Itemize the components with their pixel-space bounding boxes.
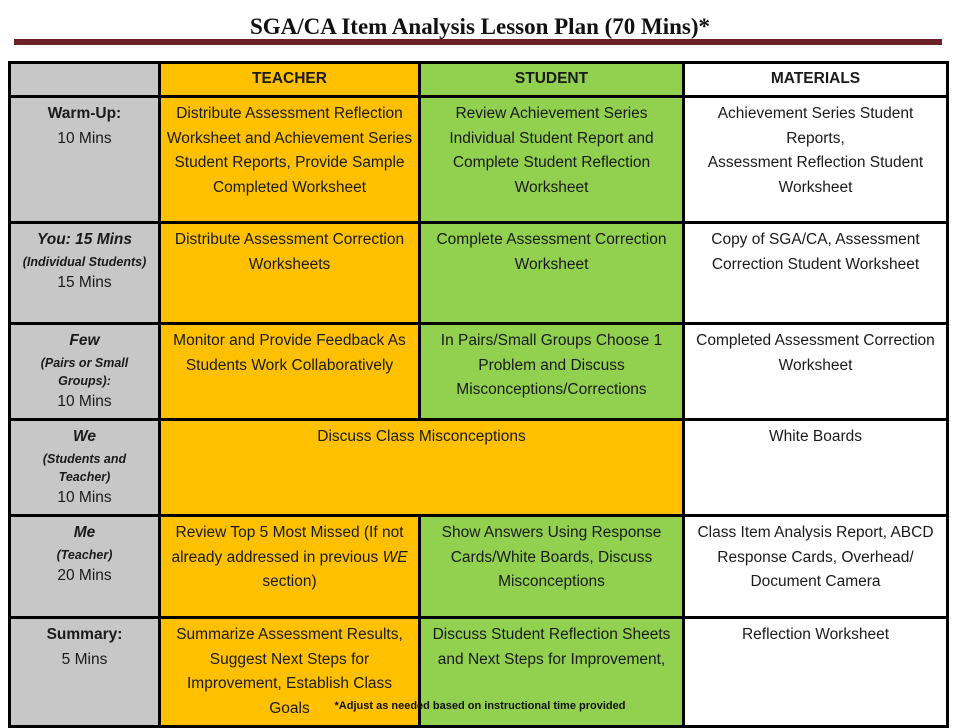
phase-time: 5 Mins [61,650,108,668]
table-row [10,223,948,324]
page-title: SGA/CA Item Analysis Lesson Plan (70 Mins)* [249,14,711,39]
phase-name: You: 15 Mins [36,231,133,248]
teacher-text-emphasis: WE [382,548,408,566]
phase-note: (Individual Students) [22,254,147,269]
table-row [10,324,948,420]
phase-name: Warm-Up: [47,105,122,122]
materials-cell: Copy of SGA/CA, Assessment Correction Student Worksheet [684,223,948,324]
table-row [10,97,948,223]
header-materials: MATERIALS [684,63,948,97]
phase-name: We [73,428,96,445]
phase-name: Few [69,332,100,349]
teacher-cell [160,516,420,618]
phase-name: Me [73,524,96,541]
materials-cell: Reflection Worksheet [684,618,948,727]
materials-cell: White Boards [684,420,948,516]
phase-time: 10 Mins [57,488,112,506]
student-cell: In Pairs/Small Groups Choose 1 Problem and Discuss Misconceptions/Corrections [420,324,684,420]
student-cell: Complete Assessment Correction Worksheet [420,223,684,324]
student-cell: Show Answers Using Response Cards/White Boards, Discuss Misconceptions [420,516,684,618]
phase-note: (Pairs or Small Groups): [40,355,129,388]
footnote: *Adjust as needed based on instructional time provided [334,700,626,712]
phase-time: 10 Mins [57,392,112,410]
phase-name: Summary: [46,626,123,643]
phase-note: (Students and Teacher) [42,451,127,484]
phase-time: 15 Mins [57,273,112,291]
student-cell: Discuss Student Reflection Sheets and Next Steps for Improvement, [420,618,684,727]
phase-cell [10,420,160,516]
materials-text: Achievement Series Student Reports, Assessment Reflection Student Worksheet [707,105,924,196]
header-teacher: TEACHER [160,63,420,97]
table-row [10,516,948,618]
teacher-text-start: Review Top 5 Most Missed (If not already addressed in previous [171,524,404,566]
teacher-cell: Distribute Assessment Reflection Worksheet and Achievement Series Student Reports, Provide Sample Completed Worksheet [160,97,420,223]
phase-time: 20 Mins [57,566,112,584]
header-student: STUDENT [420,63,684,97]
phase-cell [10,516,160,618]
student-cell: Review Achievement Series Individual Student Report and Complete Student Reflection Worksheet [420,97,684,223]
header-phase-cell [10,63,160,97]
title-underline [14,39,942,45]
phase-cell [10,324,160,420]
teacher-cell: Monitor and Provide Feedback As Students Work Collaboratively [160,324,420,420]
phase-cell [10,223,160,324]
phase-cell [10,97,160,223]
teacher-text-end: section) [262,573,317,590]
phase-note: (Teacher) [56,547,113,562]
materials-cell [684,97,948,223]
phase-time: 10 Mins [57,129,112,147]
header-row [10,63,948,97]
materials-cell: Class Item Analysis Report, ABCD Response Cards, Overhead/ Document Camera [684,516,948,618]
materials-cell: Completed Assessment Correction Worksheet [684,324,948,420]
lesson-plan-table [8,61,949,728]
shared-teacher-student-cell: Discuss Class Misconceptions [160,420,684,516]
teacher-cell: Distribute Assessment Correction Worksheets [160,223,420,324]
table-row [10,420,948,516]
teacher-cell: Summarize Assessment Results, Suggest Next Steps for Improvement, Establish Class Goals [160,618,420,727]
